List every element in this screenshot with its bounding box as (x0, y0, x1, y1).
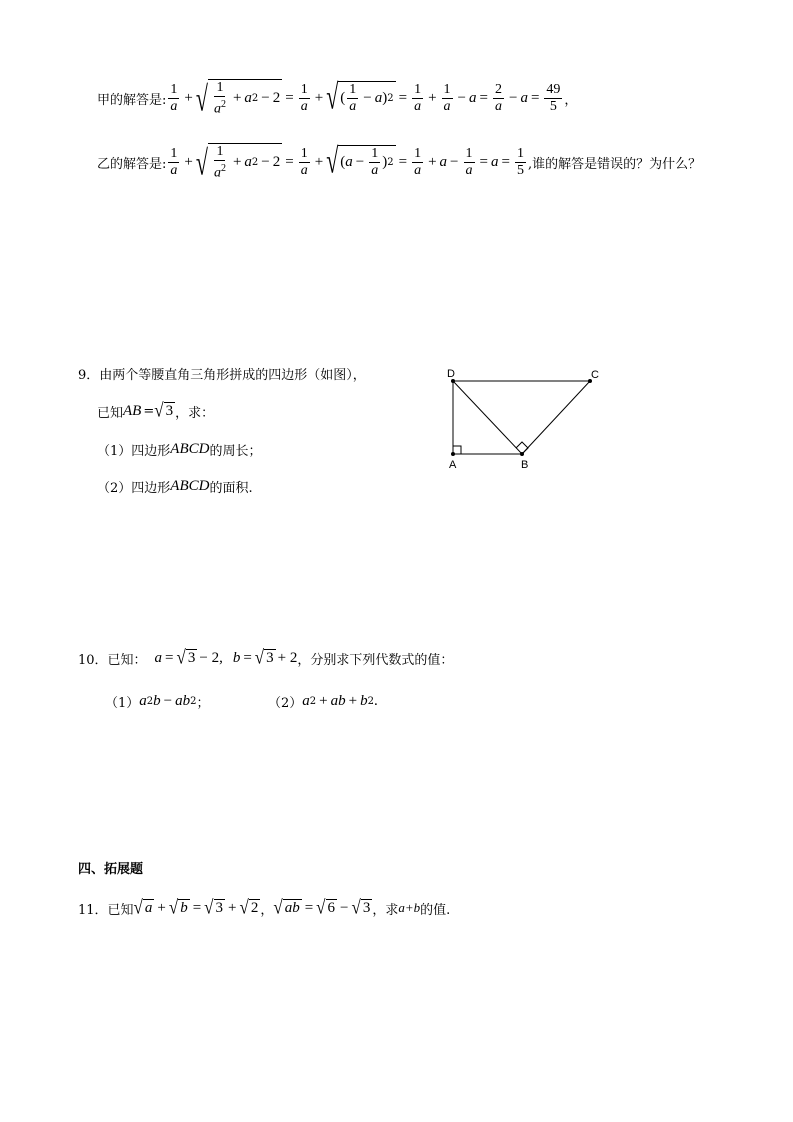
point-a (451, 452, 455, 456)
fraction-one-over-a: $\frac{1}{a}$ (170, 81, 178, 114)
question-text: ,谁的解答是错误的？为什么？ (527, 156, 702, 172)
q10-part1: （1） a 2 b − ab 2 ； (105, 692, 210, 711)
yi-solution-line: 乙的解答是: $\frac{1}{a}$ + √ $\frac{1}{a^2}$ + a 2 − 2 = $\frac{1}{a}$ + √ ( a − $\frac{1}{a}$ ) 2 = $\frac{1}{a}$ + a − $\frac{1}{a}$ = a = $\frac{1}{5}$ ,谁的解答是错误的？为什么？ (97, 140, 702, 183)
sqrt-squared-expression: √ ( $\frac{1}{a}$ − a ) 2 (326, 76, 394, 117)
result-fraction: $\frac{49}{5}$ (546, 81, 561, 114)
q9-stem: 9．由两个等腰直角三角形拼成的四边形（如图）， (78, 368, 366, 383)
q9-part2: （2）四边形 ABCD 的面积. (97, 478, 253, 496)
jia-solution-line: 甲的解答是: $\frac{1}{a}$ + √ $\frac{1}{a^2}$ + a 2 − 2 = $\frac{1}{a}$ + √ ( $\frac{1}{a}$ − a ) 2 = $\frac{1}{a}$ + $\frac{1}{a}$ − a = $\frac{2}{a}$ − a = $\frac{49}{5}$ ， (97, 76, 578, 119)
sqrt-expression: √ $\frac{1}{a^2}$ + a 2 − 2 (195, 78, 281, 119)
label-c: C (591, 369, 599, 381)
yi-label: 乙的解答是: (97, 156, 167, 172)
quadrilateral-figure (440, 365, 610, 475)
label-d: D (447, 368, 455, 380)
jia-label: 甲的解答是: (97, 92, 167, 108)
section-heading: 四、拓展题 (78, 862, 144, 877)
label-b: B (521, 459, 529, 471)
label-a: A (449, 459, 457, 471)
diagonal-db (453, 381, 522, 454)
sqrt-expression: √ $\frac{1}{a^2}$ + a 2 − 2 (195, 142, 281, 183)
q9-given: 已知 AB = √ 3 ，求： (97, 399, 215, 422)
edge-bc (522, 381, 590, 454)
q9-part1: （1）四边形 ABCD 的周长； (97, 441, 262, 459)
point-b (520, 452, 524, 456)
q11-stem: 11．已知 √ a + √ b = √ 3 + √ 2 ， √ ab = √ 6 − √ 3 ，求 a+b 的值. (78, 896, 451, 919)
q10-part2: （2） a 2 + ab + b 2 . (268, 692, 378, 711)
result-fraction: $\frac{1}{5}$ (516, 145, 524, 178)
q10-stem: 10．已知： a = √ 3 − 2, b = √ 3 + 2 ，分别求下列代数式的值： (78, 646, 454, 669)
sqrt-squared-expression: √ ( a − $\frac{1}{a}$ ) 2 (326, 140, 394, 181)
